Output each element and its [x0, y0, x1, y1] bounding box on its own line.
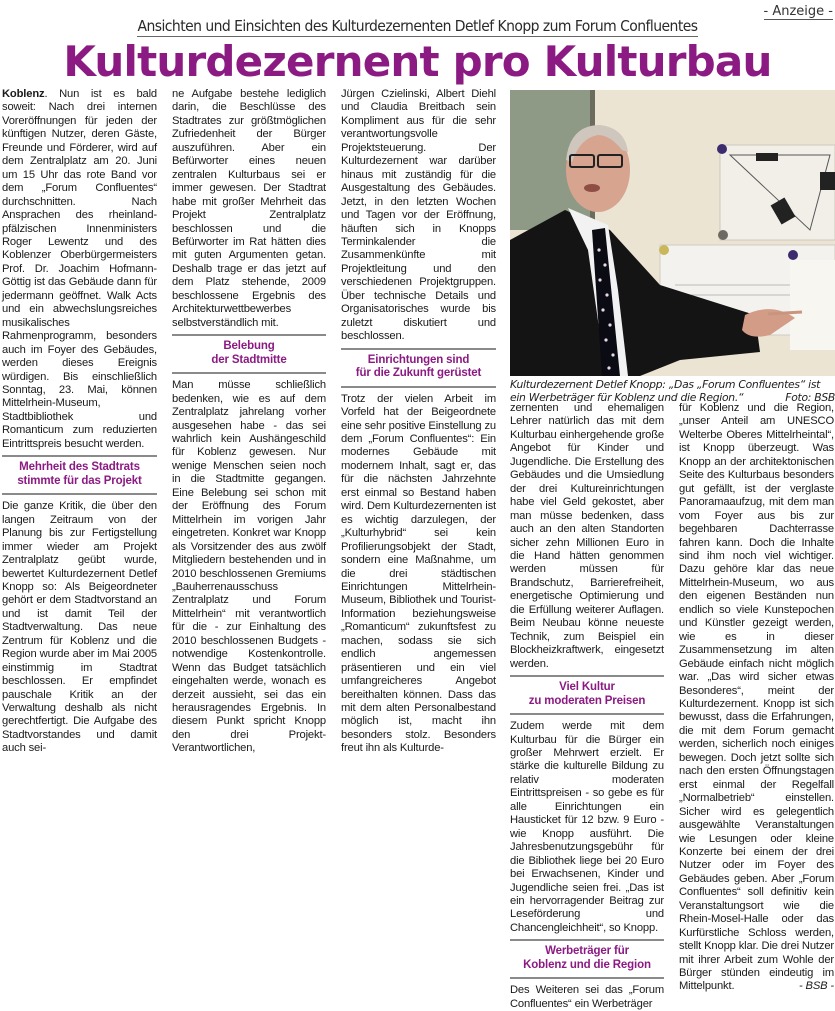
article-column-5 — [679, 402, 834, 994]
photo-illustration — [510, 90, 835, 376]
photo-caption — [510, 378, 835, 404]
paragraph: zernenten und ehemaligen Lehrer natürlich das mit dem Kulturbau einhergehende große Angebot für Kinder und Jugendliche. Die Erstellung des Gebäudes und die Umsiedlung der drei Kultureinrichtungen habe viel Geld gekostet, aber man müsse bedenken, dass auch an den alten Standorten sicher zehn Millionen Euro in die Hand hätten genommen werden müssen für Brandschutz, Barrierefreiheit, energetische Optimierung und die Erfüllung weiterer Auflagen. Beim Neubau könne neueste Technik, zum Beispiel ein Blockheizkraftwerk, eingesetzt werden. — [510, 402, 664, 670]
kicker — [0, 17, 835, 36]
article-column-3 — [341, 88, 496, 756]
paragraph: Jürgen Czielinski, Albert Diehl und Claudia Breitbach sein Kompliment aus für die sehr verantwortungsvolle Projektsteuerung. Der Kulturdezernent war darüber hinaus mit zuständig für die Ausgestaltung des Gebäudes. Jetzt, in den letzten Wochen und Tagen vor der Eröffnung, häuften sich in Knopps Terminkalender die Zusammenkünfte mit Projektleitung und den verschiedenen Projektgruppen. Über technische Details und Organisatorisches wurde bis zuletzt diskutiert und beschlossen. — [341, 88, 496, 343]
article-column-2 — [172, 88, 326, 756]
kicker-text: Ansichten und Einsichten des Kulturdezernenten Detlef Knopp zum Forum Confluentes — [137, 17, 698, 35]
article-column-1 — [2, 88, 157, 756]
subheading: Belebung der Stadtmitte — [172, 334, 326, 374]
paragraph: Man müsse schließlich bedenken, wie es auf dem Zentralplatz jahrelang vorher ausgesehen habe - das sei wahrlich kein Aushängeschild für Koblenz gewesen. Nur wenige Menschen seien noch in die Stadtmitte gegangen. Eine Belebung sei schon mit der Eröffnung des Forum Mittelrhein im vorigen Jahr eingetreten. Konkret war Knopp als Vorsitzender des aus zwölf Mitgliedern bestehenden und in 2010 beschlossenen Gremiums „Bauherrenausschuss Zentralplatz und Forum Mittelrhein“ mit verantwortlich für die - zur Einhaltung des 2010 beschlossenen Budgets - notwendige Kostenkontrolle. Wenn das Budget tatsächlich eingehalten werde, wonach es derzeit aussieht, sei das ein herausragendes Ergebnis. In diesem Punkt spricht Knopp den drei Projekt-Verantwortlichen, — [172, 379, 326, 755]
article-column-4 — [510, 402, 664, 1011]
advertisement-label: - Anzeige - — [763, 4, 833, 19]
dateline: Koblenz — [2, 88, 45, 100]
article-photo — [510, 90, 835, 376]
paragraph: Des Weiteren sei das „Forum Confluentes“ ein Werbeträger — [510, 984, 664, 1010]
paragraph: für Koblenz und die Region, „unser Anteil am UNESCO Welterbe Oberes Mittelrheintal“, ist Knopp überzeugt. Was Knopp an der architektonischen Seite des Kulturbaus besonders gut gefällt, ist der verglaste Panoramaaufzug, mit dem man vom Foyer aus bis zur begehbaren Dachterrasse fahren kann. Doch die Inhalte sind ihm noch viel wichtiger. Dazu gehöre klar das neue Mittelrhein-Museum, wo aus den eigenen Beständen nun endlich so viele Kunstepochen und Künstler gezeigt werden, wie es in dieser Zusammensetzung im alten Gebäude einfach nicht möglich war. „Das wird sicher etwas Besonderes“, meint der Kulturdezernent. Knopp ist sich bewusst, dass die Erfahrungen, die mit dem Forum gemacht werden, sicherlich noch einiges bewegen. Doch jetzt sollte sich nach den ersten Öffnungstagen erst einmal der Regelfall „Normalbetrieb“ einstellen. Sicher wird es gelegentlich ausgewählte Veranstaltungen wie Lesungen oder kleine Konzerte bei einem der drei Nutzer oder im Foyer des Gebäudes geben. Aber „Forum Confluentes“ soll definitiv kein Veranstaltungsort wie die Rhein-Mosel-Halle oder das Kurfürstliche Schloss werden, stellt Knopp klar. Die drei Nutzer mit ihrer Arbeit zum Wohle der Bürger stünden eindeutig im Mittelpunkt. - BSB - — [679, 402, 834, 993]
byline: - BSB - — [798, 980, 834, 993]
photo-credit: Foto: BSB — [785, 391, 835, 404]
subheading: Werbeträger für Koblenz und die Region — [510, 939, 664, 979]
paragraph: Zudem werde mit dem Kulturbau für die Bürger ein großer Mehrwert erzielt. Er stärke die kulturelle Bildung zu relativ moderaten Eintrittspreisen - so gebe es für alle Einrichtungen ein Hausticket für 12 bzw. 9 Euro - wie Knopp ausführt. Die Jahresbenutzungsgebühr für die Bibliothek liege bei 20 Euro bei Erwachsenen, Kinder und Jugendliche seien frei. „Das ist ein hervorragender Beitrag zur Leseförderung und Chancengleichheit“, so Knopp. — [510, 720, 664, 934]
paragraph: Die ganze Kritik, die über den langen Zeitraum von der Planung bis zur Fertigstellung immer wieder am Projekt Zentralplatz geübt wurde, bewertet Kulturdezernent Detlef Knopp so: Als Beigeordneter gehört er dem Stadtvorstand an und ist damit Teil der Stadtverwaltung. Das neue Zentrum für Koblenz und die Region wurde aber im Mai 2005 einstimmig im Stadtrat beschlossen. Er empfindet pauschale Kritik an der Verwaltung deshalb als nicht gerechtfertigt. Die Aufgabe des Stadtvorstandes und damit auch sei- — [2, 500, 157, 755]
paragraph: Trotz der vielen Arbeit im Vorfeld hat der Beigeordnete eine sehr positive Einstellung zu dem „Forum Confluentes“: Ein modernes Gebäude mit modernem Inhalt, sagt er, das für die nächsten Jahrzehnte erst einmal so Bestand haben wird. Dem Kulturdezernenten ist es wichtig darzulegen, der „Kulturhybrid“ sei kein Profilierungsobjekt der Stadt, sondern eine Maßnahme, um die drei städtischen Einrichtungen Mittelrhein-Museum, Bibliothek und Tourist-Information beziehungsweise „Romanticum“ zukunftsfest zu machen, sodass sie sich endlich angemessen präsentieren und ein viel umfangreicheres Angebot bereithalten können. Dass das mit dem alten Personalbestand möglich ist, macht ihn besonders stolz. Besonders freut ihn als Kulturde- — [341, 392, 496, 755]
paragraph: ne Aufgabe bestehe lediglich darin, die Beschlüsse des Stadtrates zur größtmöglichen Zufriedenheit der Bürger auszuführen. Aber ein Befürworter eines neuen zentralen Kulturbaus sei er immer gewesen. Der Stadtrat habe mit großer Mehrheit das Projekt Zentralplatz beschlossen und die Befürworter im Rat hätten dies mit guten Argumenten getan. Deshalb trage er das jetzt auf dem Platz stehende, 2009 beschlossene Ergebnis des Architekturwettbewerbes selbstverständlich mit. — [172, 88, 326, 329]
subheading: Mehrheit des Stadtrats stimmte für das Projekt — [2, 455, 157, 495]
caption-text: Kulturdezernent Detlef Knopp: „Das „Forum Confluentes“ ist ein Werbeträger für Koblenz und die Region.“ — [510, 378, 821, 404]
paragraph: Koblenz. Nun ist es bald soweit: Nach drei internen Voreröffnungen für jeden der künftigen Nutzer, deren Gäste, Freunde und Förderer, wird auf dem Zentralplatz am 20. Juni um 15 Uhr das rote Band vor dem „Forum Confluentes“ durchschnitten. Nach Ansprachen des rheinland-pfälzischen Innenministers Roger Lewentz und des Koblenzer Oberbürgermeisters Prof. Dr. Joachim Hofmann-Göttig ist das Gebäude dann für jedermann geöffnet. Walk Acts und ein abwechslungsreiches musikalisches Rahmenprogramm, besonders auch im Foyer des Gebäudes, werden dieses Ereignis würdigen. Bis einschließlich Sonntag, 23. Mai, können Mittelrhein-Museum, Stadtbibliothek und Romanticum zum reduzierten Eintrittspreis besucht werden. — [2, 88, 157, 450]
headline: Kulturdezernent pro Kulturbau — [63, 37, 772, 86]
subheading: Viel Kultur zu moderaten Preisen — [510, 675, 664, 715]
subheading: Einrichtungen sind für die Zukunft gerüstet — [341, 348, 496, 388]
